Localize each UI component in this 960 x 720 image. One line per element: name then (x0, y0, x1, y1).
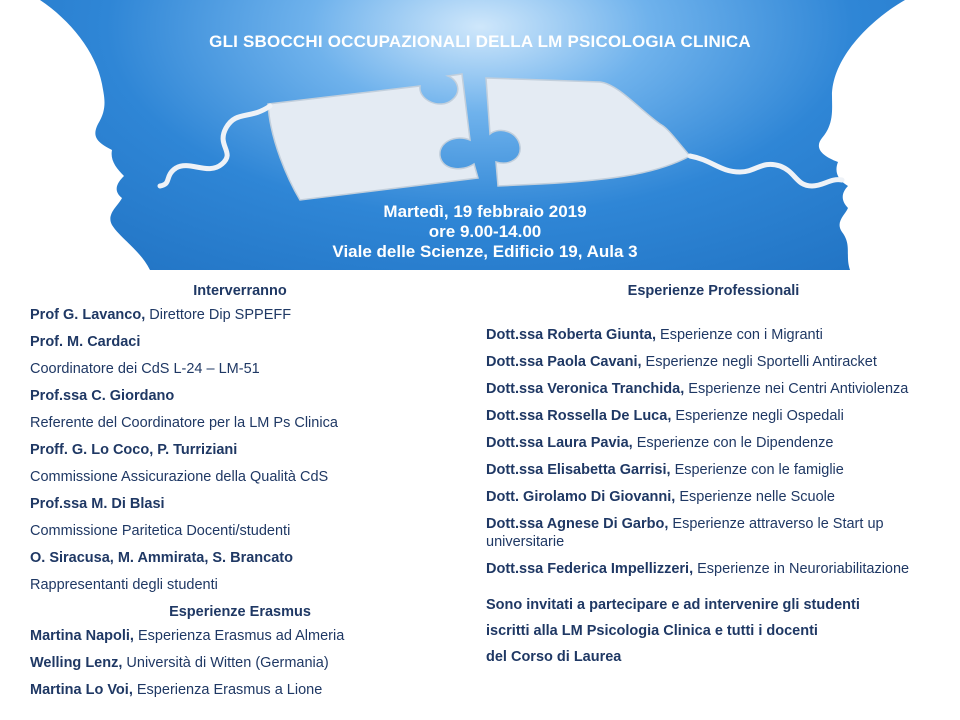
professional-entry (486, 326, 941, 344)
invitation-line: iscritti alla LM Psicologia Clinica e tutti i docenti (486, 623, 818, 639)
professional-role: Esperienze attraverso le Start up universitarie (486, 516, 884, 550)
erasmus-entry (30, 681, 450, 699)
professional-name: Dott.ssa Federica Impellizzeri, (486, 561, 694, 577)
speaker-entry (30, 333, 450, 378)
professional-heading: Esperienze Professionali (627, 283, 800, 299)
erasmus-name: Martina Napoli, (30, 628, 134, 644)
speaker-name: Prof. M. Cardaci (30, 334, 141, 350)
professional-role: Esperienze con le famiglie (670, 462, 844, 478)
event-details (0, 202, 960, 262)
professional-entry (486, 461, 941, 479)
professional-role: Esperienze con i Migranti (656, 327, 823, 343)
erasmus-entry (30, 627, 450, 645)
left-ribbon (160, 106, 270, 186)
professional-name: Dott.ssa Roberta Giunta, (486, 327, 656, 343)
speaker-role: Rappresentanti degli studenti (30, 577, 218, 593)
page-title: GLI SBOCCHI OCCUPAZIONALI DELLA LM PSICOLOGIA CLINICA (209, 32, 751, 51)
professional-name: Dott. Girolamo Di Giovanni, (486, 489, 676, 505)
invitation-line: del Corso di Laurea (486, 649, 622, 665)
professional-entry (486, 353, 941, 371)
speaker-entry (30, 495, 450, 540)
speaker-entry (30, 387, 450, 432)
professional-name: Dott.ssa Agnese Di Garbo, (486, 516, 669, 532)
left-puzzle-piece (268, 74, 478, 200)
speaker-entry (30, 441, 450, 486)
professional-role: Esperienze negli Ospedali (671, 408, 844, 424)
event-location: Viale delle Scienze, Edificio 19, Aula 3 (332, 242, 638, 261)
speaker-name: Prof.ssa M. Di Blasi (30, 496, 165, 512)
professional-role: Esperienze con le Dipendenze (632, 435, 834, 451)
professional-role: Esperienze in Neuroriabilitazione (693, 561, 910, 577)
speaker-role: Commissione Assicurazione della Qualità CdS (30, 469, 329, 485)
professional-entry (486, 515, 941, 551)
speaker-role: Commissione Paritetica Docenti/studenti (30, 523, 291, 539)
erasmus-entry (30, 654, 450, 672)
invitation-line: Sono invitati a partecipare e ad intervenire gli studenti (486, 597, 860, 613)
speaker-name: Proff. G. Lo Coco, P. Turriziani (30, 442, 238, 458)
left-column (30, 278, 450, 708)
erasmus-name: Martina Lo Voi, (30, 682, 133, 698)
professional-entry (486, 488, 941, 506)
speaker-name: Prof.ssa C. Giordano (30, 388, 175, 404)
professional-name: Dott.ssa Elisabetta Garrisi, (486, 462, 671, 478)
professional-name: Dott.ssa Laura Pavia, (486, 435, 633, 451)
professional-role: Esperienze nelle Scuole (675, 489, 835, 505)
erasmus-role: Esperienza Erasmus a Lione (132, 682, 323, 698)
professional-entry (486, 380, 941, 398)
speaker-role: Direttore Dip SPPEFF (145, 307, 292, 323)
right-ribbon (690, 156, 842, 186)
erasmus-name: Welling Lenz, (30, 655, 123, 671)
erasmus-role: Università di Witten (Germania) (122, 655, 329, 671)
professional-name: Dott.ssa Rossella De Luca, (486, 408, 672, 424)
header-banner (0, 0, 960, 270)
speakers-heading: Interverranno (193, 283, 287, 299)
speaker-role: Coordinatore dei CdS L-24 – LM-51 (30, 361, 260, 377)
professional-name: Dott.ssa Paola Cavani, (486, 354, 642, 370)
erasmus-role: Esperienza Erasmus ad Almeria (133, 628, 345, 644)
professional-role: Esperienze nei Centri Antiviolenza (684, 381, 909, 397)
speaker-role: Referente del Coordinatore per la LM Ps Clinica (30, 415, 338, 431)
professional-entry (486, 407, 941, 425)
speaker-name: O. Siracusa, M. Ammirata, S. Brancato (30, 550, 293, 566)
invitation-note (486, 592, 941, 670)
speaker-entry (30, 549, 450, 594)
event-date: Martedì, 19 febbraio 2019 (383, 202, 587, 221)
speaker-entry (30, 306, 450, 324)
erasmus-heading: Esperienze Erasmus (169, 604, 311, 620)
professional-entry (486, 560, 941, 578)
right-puzzle-piece (486, 78, 690, 186)
event-time: ore 9.00-14.00 (428, 222, 542, 241)
professional-role: Esperienze negli Sportelli Antiracket (641, 354, 877, 370)
speaker-name: Prof G. Lavanco, (30, 307, 146, 323)
professional-entry (486, 434, 941, 452)
professional-name: Dott.ssa Veronica Tranchida, (486, 381, 685, 397)
right-column (486, 278, 941, 670)
